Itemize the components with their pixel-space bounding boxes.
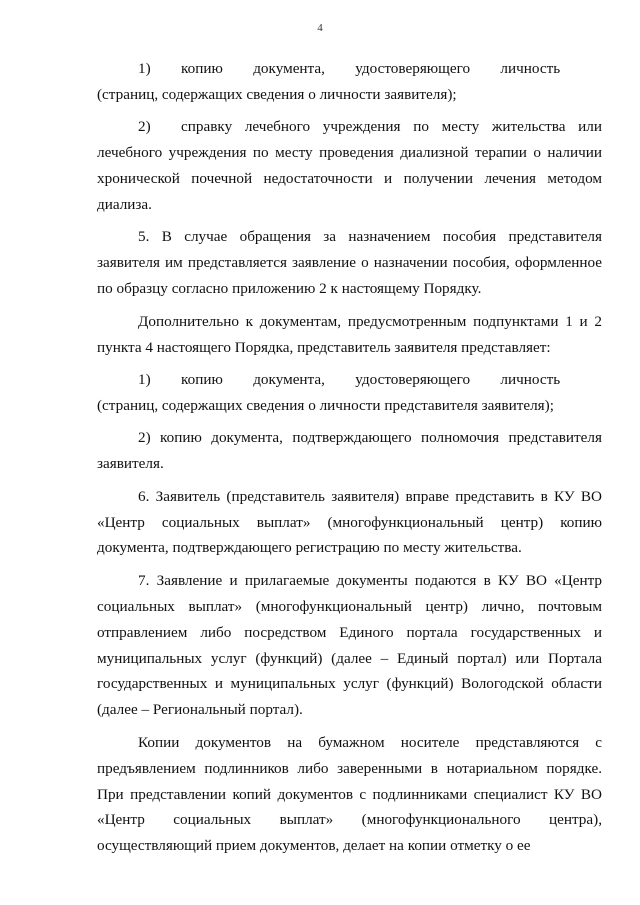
paragraph-document-copies: Копии документов на бумажном носителе представляются с предъявлением подлинников либо заверенными в нотариальном порядке. При представлении копий документов с подлинниками специалист КУ ВО «Центр социальных выплат» (многофункционального центра), осуществляющий прием документов, делает на копии отметку о ее [97,733,602,855]
list-item-authority-document: 2) копию документа, подтверждающего полномочия представителя заявителя. [97,429,602,473]
document-body [97,56,602,866]
list-item-passport-copy: 1) копию документа, удостоверяющего личность (страниц, содержащих сведения о личности заявителя); [97,60,591,103]
paragraph-clause-6: 6. Заявитель (представитель заявителя) вправе представить в КУ ВО «Центр социальных выплат» (многофункциональный центр) копию документа, подтверждающего регистрацию по месту жительства. [97,487,602,557]
paragraph-additional-documents: Дополнительно к документам, предусмотренным подпунктами 1 и 2 пункта 4 настоящего Порядка, представитель заявителя представляет: [97,312,602,356]
list-item-representative-passport: 1) копию документа, удостоверяющего личность (страниц, содержащих сведения о личности представителя заявителя); [97,370,591,414]
list-item-medical-certificate: 2) справку лечебного учреждения по месту жительства или лечебного учреждения по месту проведения диализной терапии о наличии хронической почечной недостаточности и получении лечения методом диализа. [97,118,602,214]
page-number: 4 [317,22,323,34]
paragraph-clause-7: 7. Заявление и прилагаемые документы подаются в КУ ВО «Центр социальных выплат» (многофункциональный центр) лично, почтовым отправлением либо посредством Единого портала государственных и муниципальных услуг (функций) (далее – Единый портал) или Портала государственных и муниципальных услуг (функций) Вологодской области (далее – Региональный портал). [97,571,602,719]
paragraph-clause-5: 5. В случае обращения за назначением пособия представителя заявителя им представляется заявление о назначении пособия, оформленное по образцу согласно приложению 2 к настоящему Порядку. [97,228,602,298]
